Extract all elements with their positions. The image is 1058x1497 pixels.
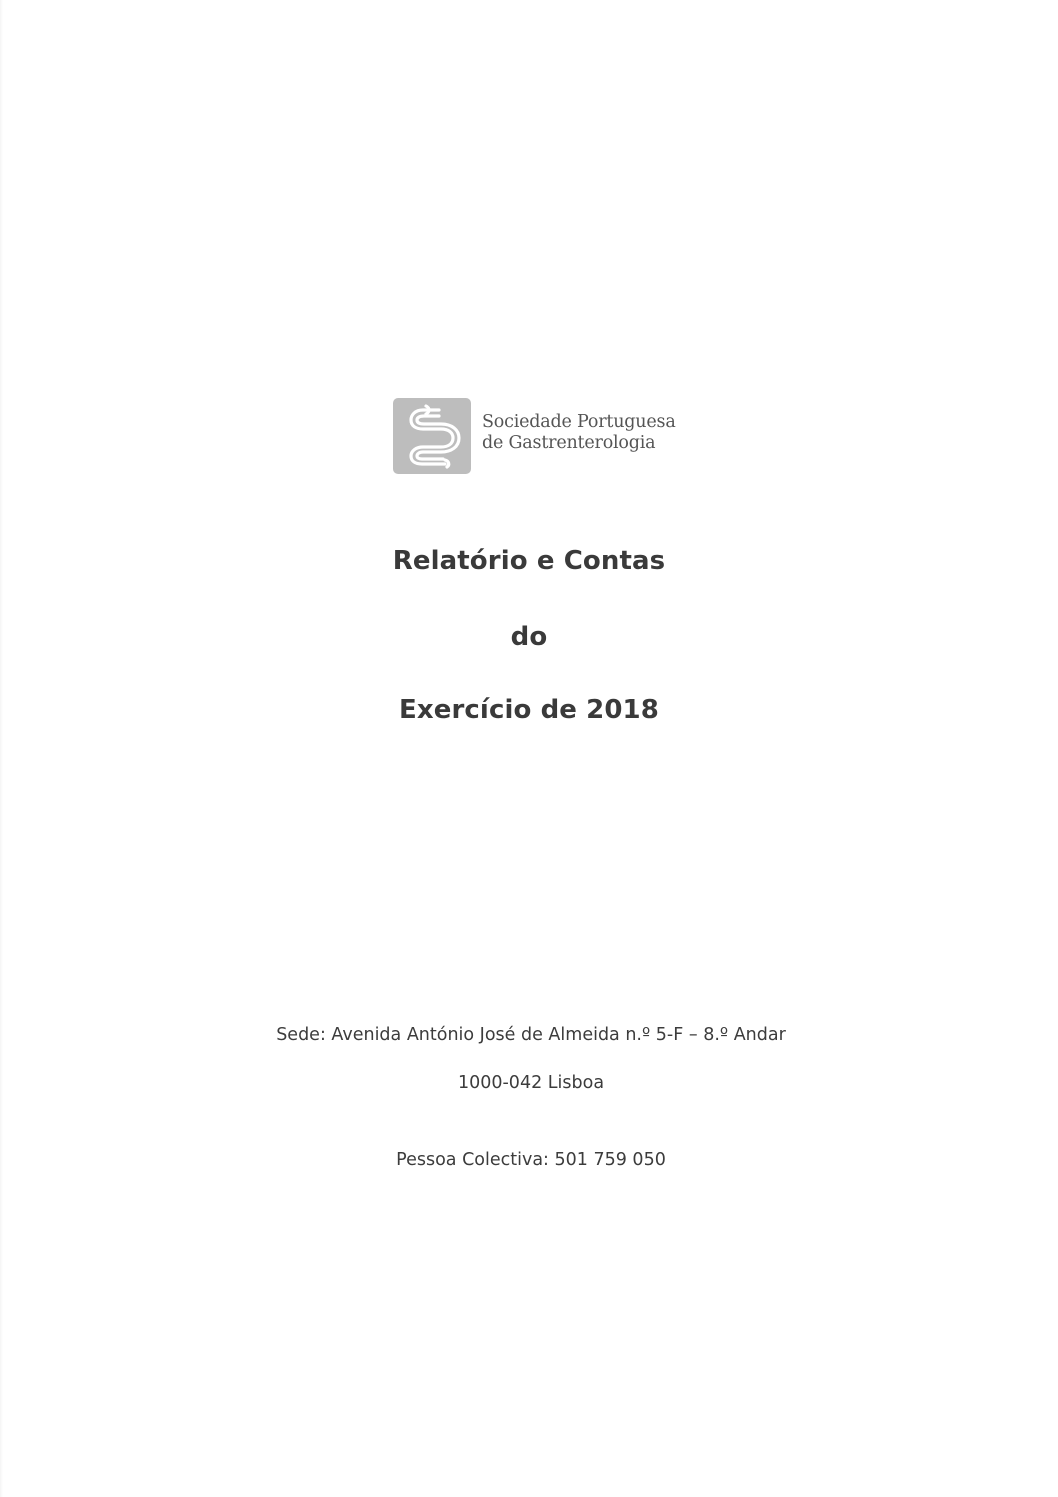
report-title-connector: do <box>510 622 548 652</box>
postal-code-city: 1000-042 Lisboa <box>457 1073 605 1093</box>
logo-emblem-icon <box>393 398 471 474</box>
headquarters-address: Sede: Avenida António José de Almeida n.º 5-F – 8.º Andar <box>276 1025 786 1045</box>
logo-name-line-2: de Gastrenterologia <box>482 433 656 453</box>
logo-wordmark <box>482 412 676 454</box>
society-logo <box>393 398 693 476</box>
report-title: Relatório e Contas <box>392 546 666 576</box>
report-fiscal-year: Exercício de 2018 <box>399 695 659 725</box>
scan-edge <box>0 0 3 1497</box>
logo-name-line-1: Sociedade Portuguesa <box>482 412 676 432</box>
tax-identification: Pessoa Colectiva: 501 759 050 <box>396 1150 666 1170</box>
